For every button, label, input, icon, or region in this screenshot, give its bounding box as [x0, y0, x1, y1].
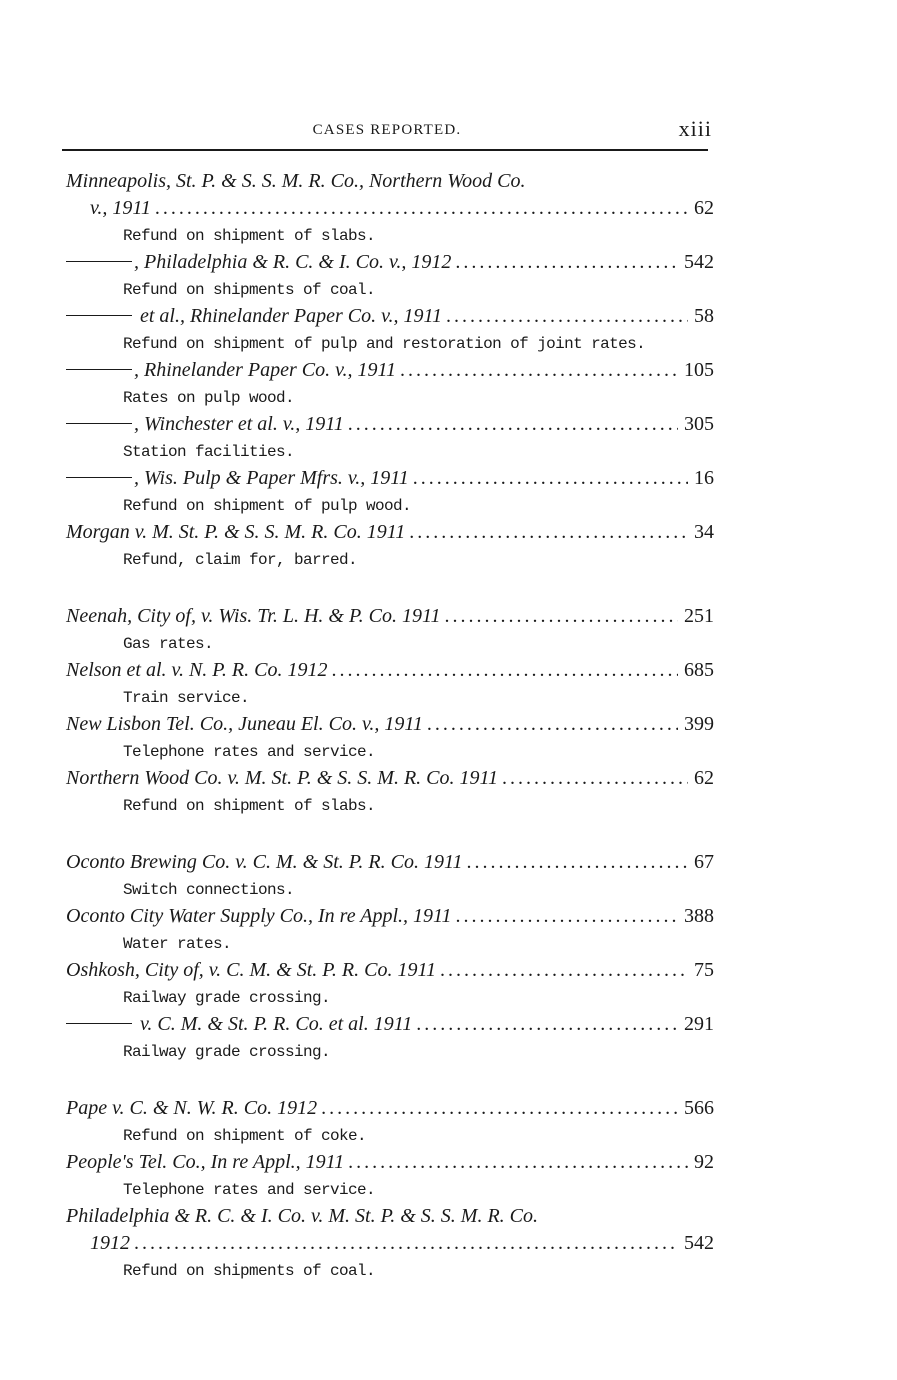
case-title-text: Neenah, City of, v. Wis. Tr. L. H. & P. Co. 1911: [66, 605, 441, 627]
case-entry: [66, 1205, 714, 1284]
case-title-line: [66, 1205, 714, 1232]
case-title-text: et al., Rhinelander Paper Co. v., 1911: [140, 305, 442, 327]
case-description: Switch connections.: [123, 881, 295, 899]
case-entry: [66, 767, 714, 819]
case-description: Telephone rates and service.: [123, 743, 376, 761]
page-reference: 75: [694, 959, 714, 981]
case-title-text: v. C. M. & St. P. R. Co. et al. 1911: [140, 1013, 413, 1035]
running-header: [62, 116, 712, 146]
case-description: Telephone rates and service.: [123, 1181, 376, 1199]
dot-leader: [155, 197, 688, 220]
case-title-text: People's Tel. Co., In re Appl., 1911: [66, 1151, 345, 1173]
dot-leader: [134, 1232, 678, 1255]
case-description: Rates on pulp wood.: [123, 389, 295, 407]
letter-group: [66, 170, 714, 573]
page-reference: 62: [694, 767, 714, 789]
case-entry: [66, 1013, 714, 1065]
case-description: Train service.: [123, 689, 250, 707]
case-title-line: [66, 605, 714, 632]
case-description: Refund, claim for, barred.: [123, 551, 358, 569]
case-entry: [66, 1097, 714, 1149]
case-title-line: [66, 359, 714, 386]
case-title-line: [66, 197, 714, 224]
letter-group: [66, 605, 714, 819]
case-description: Station facilities.: [123, 443, 295, 461]
page-reference: 685: [684, 659, 714, 681]
case-description: Refund on shipment of pulp wood.: [123, 497, 412, 515]
case-title-text: 1912: [90, 1232, 130, 1254]
ditto-dash: [66, 261, 132, 262]
page-reference: 251: [684, 605, 714, 627]
case-description: Refund on shipment of pulp and restoration of joint rates.: [123, 335, 646, 353]
case-title-line: [66, 851, 714, 878]
dot-leader: [348, 413, 678, 436]
case-entry: [66, 467, 714, 519]
case-title-text: Northern Wood Co. v. M. St. P. & S. S. M. R. Co. 1911: [66, 767, 499, 789]
case-description: Railway grade crossing.: [123, 989, 331, 1007]
case-title-line: [66, 170, 714, 197]
ditto-dash: [66, 1023, 132, 1024]
case-title-text: Nelson et al. v. N. P. R. Co. 1912: [66, 659, 328, 681]
dot-leader: [427, 713, 678, 736]
case-description: Refund on shipments of coal.: [123, 1262, 376, 1280]
case-title-line: [66, 251, 714, 278]
case-description: Refund on shipment of slabs.: [123, 227, 376, 245]
ditto-dash: [66, 315, 132, 316]
header-page-number: xiii: [678, 116, 712, 141]
case-description: Refund on shipment of coke.: [123, 1127, 367, 1145]
page-reference: 58: [694, 305, 714, 327]
case-description: Gas rates.: [123, 635, 214, 653]
case-description: Railway grade crossing.: [123, 1043, 331, 1061]
case-entry: [66, 713, 714, 765]
case-title-line: [66, 905, 714, 932]
page-reference: 92: [694, 1151, 714, 1173]
case-title-text: , Rhinelander Paper Co. v., 1911: [134, 359, 396, 381]
case-title-line: [66, 713, 714, 740]
case-title-line: [66, 521, 714, 548]
case-title-text: , Philadelphia & R. C. & I. Co. v., 1912: [134, 251, 452, 273]
case-entry: [66, 521, 714, 573]
case-index-list: [66, 170, 714, 1316]
dot-leader: [446, 305, 688, 328]
case-entry: [66, 851, 714, 903]
case-entry: [66, 605, 714, 657]
page-reference: 62: [694, 197, 714, 219]
dot-leader: [400, 359, 678, 382]
case-title-line: [66, 1232, 714, 1259]
page-reference: 16: [694, 467, 714, 489]
case-title-text: New Lisbon Tel. Co., Juneau El. Co. v., 1911: [66, 713, 423, 735]
dot-leader: [440, 959, 688, 982]
page-reference: 105: [684, 359, 714, 381]
ditto-dash: [66, 423, 132, 424]
page-reference: 542: [684, 1232, 714, 1254]
case-title-line: [66, 413, 714, 440]
ditto-dash: [66, 369, 132, 370]
letter-group: [66, 1097, 714, 1284]
case-title-line: [66, 1151, 714, 1178]
dot-leader: [455, 251, 678, 274]
case-entry: [66, 170, 714, 249]
dot-leader: [348, 1151, 688, 1174]
letter-group: [66, 851, 714, 1065]
case-description: Refund on shipment of slabs.: [123, 797, 376, 815]
dot-leader: [409, 521, 688, 544]
dot-leader: [416, 1013, 678, 1036]
case-title-line: [66, 659, 714, 686]
dot-leader: [413, 467, 688, 490]
case-entry: [66, 305, 714, 357]
dot-leader: [444, 605, 678, 628]
case-title-text: , Wis. Pulp & Paper Mfrs. v., 1911: [134, 467, 409, 489]
dot-leader: [331, 659, 678, 682]
case-title-line: [66, 467, 714, 494]
page-reference: 399: [684, 713, 714, 735]
case-description: Water rates.: [123, 935, 232, 953]
page-reference: 566: [684, 1097, 714, 1119]
case-title-line: [66, 767, 714, 794]
case-title-line: [66, 959, 714, 986]
case-description: Refund on shipments of coal.: [123, 281, 376, 299]
case-title-text: Pape v. C. & N. W. R. Co. 1912: [66, 1097, 318, 1119]
dot-leader: [466, 851, 688, 874]
case-entry: [66, 659, 714, 711]
page-reference: 291: [684, 1013, 714, 1035]
header-rule: [62, 149, 708, 151]
case-title-line: [66, 305, 714, 332]
ditto-dash: [66, 477, 132, 478]
case-entry: [66, 359, 714, 411]
case-entry: [66, 251, 714, 303]
case-title-text: Oconto City Water Supply Co., In re Appl., 1911: [66, 905, 452, 927]
case-title-text: Oconto Brewing Co. v. C. M. & St. P. R. Co. 1911: [66, 851, 463, 873]
case-entry: [66, 959, 714, 1011]
case-title-text: Morgan v. M. St. P. & S. S. M. R. Co. 1911: [66, 521, 406, 543]
dot-leader: [321, 1097, 678, 1120]
case-title-text: , Winchester et al. v., 1911: [134, 413, 344, 435]
page-reference: 388: [684, 905, 714, 927]
page-reference: 305: [684, 413, 714, 435]
case-title-text: Philadelphia & R. C. & I. Co. v. M. St. P. & S. S. M. R. Co.: [66, 1205, 539, 1227]
dot-leader: [502, 767, 688, 790]
case-title-line: [66, 1013, 714, 1040]
case-title-text: v., 1911: [90, 197, 151, 219]
page-reference: 542: [684, 251, 714, 273]
case-entry: [66, 905, 714, 957]
case-entry: [66, 413, 714, 465]
case-title-text: Minneapolis, St. P. & S. S. M. R. Co., Northern Wood Co.: [66, 170, 526, 192]
header-title: CASES REPORTED.: [312, 122, 462, 138]
case-title-line: [66, 1097, 714, 1124]
page-reference: 67: [694, 851, 714, 873]
case-entry: [66, 1151, 714, 1203]
page-reference: 34: [694, 521, 714, 543]
case-title-text: Oshkosh, City of, v. C. M. & St. P. R. Co. 1911: [66, 959, 436, 981]
dot-leader: [456, 905, 678, 928]
